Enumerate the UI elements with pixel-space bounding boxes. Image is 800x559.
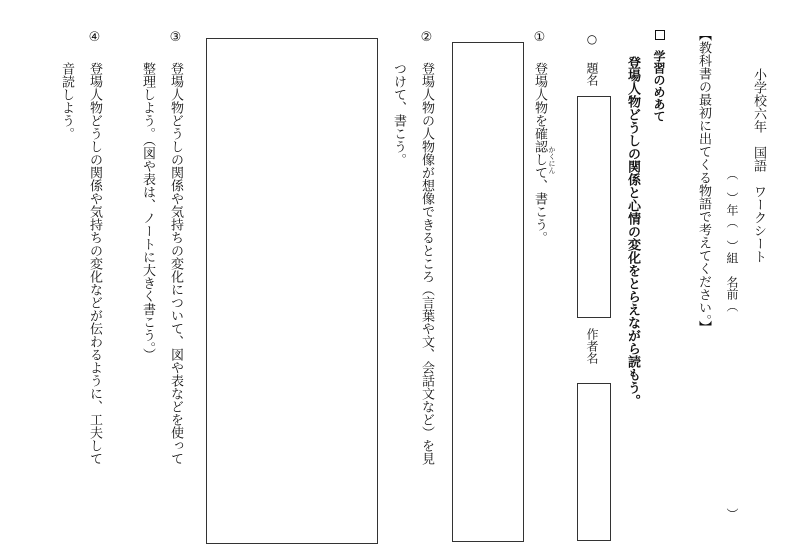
task-3-text-cont: 整理しよう。（図や表は、ノートに大きく書こう。） (140, 62, 155, 361)
task-1-text: 登場人物を確認して、書こう。 (532, 62, 547, 244)
task-2-answer-box[interactable] (206, 38, 378, 544)
title-label: 題名 (585, 62, 599, 86)
task-2-number: ② (419, 30, 434, 45)
goal-text: 登場人物どうしの関係と心情の変化をとらえながら読もう。 (625, 56, 640, 407)
title-input-box[interactable] (577, 96, 611, 318)
instruction-text: 【教科書の最初に出てくる物語で考えてください。】 (696, 28, 711, 334)
task-1-answer-box[interactable] (452, 42, 524, 542)
author-label: 作者名 (585, 328, 599, 364)
task-3-text: 登場人物どうしの関係や気持ちの変化について、図や表などを使って (168, 62, 183, 465)
worksheet-header-title: 小学校六年 国語 ワークシート (751, 68, 766, 263)
author-input-box[interactable] (577, 383, 611, 541)
class-name-line: （ ）年（ ）組 名前（ (725, 168, 739, 312)
task-2-text: 登場人物の人物像が想像できるところ（言葉や文、会話文など）を見 (419, 62, 434, 465)
goal-heading: 学習のめあて (652, 50, 666, 122)
task-1-ruby: かくにん (548, 146, 556, 174)
task-2-text-cont: つけて、書こう。 (391, 62, 406, 166)
task-3-number: ③ (168, 30, 183, 45)
name-close-paren: ） (725, 508, 739, 520)
task-4-text: 登場人物どうしの関係や気持ちの変化などが伝わるように、工夫して (87, 62, 102, 465)
task-1-number: ① (532, 30, 547, 45)
goal-checkbox-icon (655, 30, 665, 40)
title-marker-icon: ○ (585, 32, 599, 46)
task-4-text-cont: 音読しよう。 (59, 62, 74, 140)
task-4-number: ④ (87, 30, 102, 45)
